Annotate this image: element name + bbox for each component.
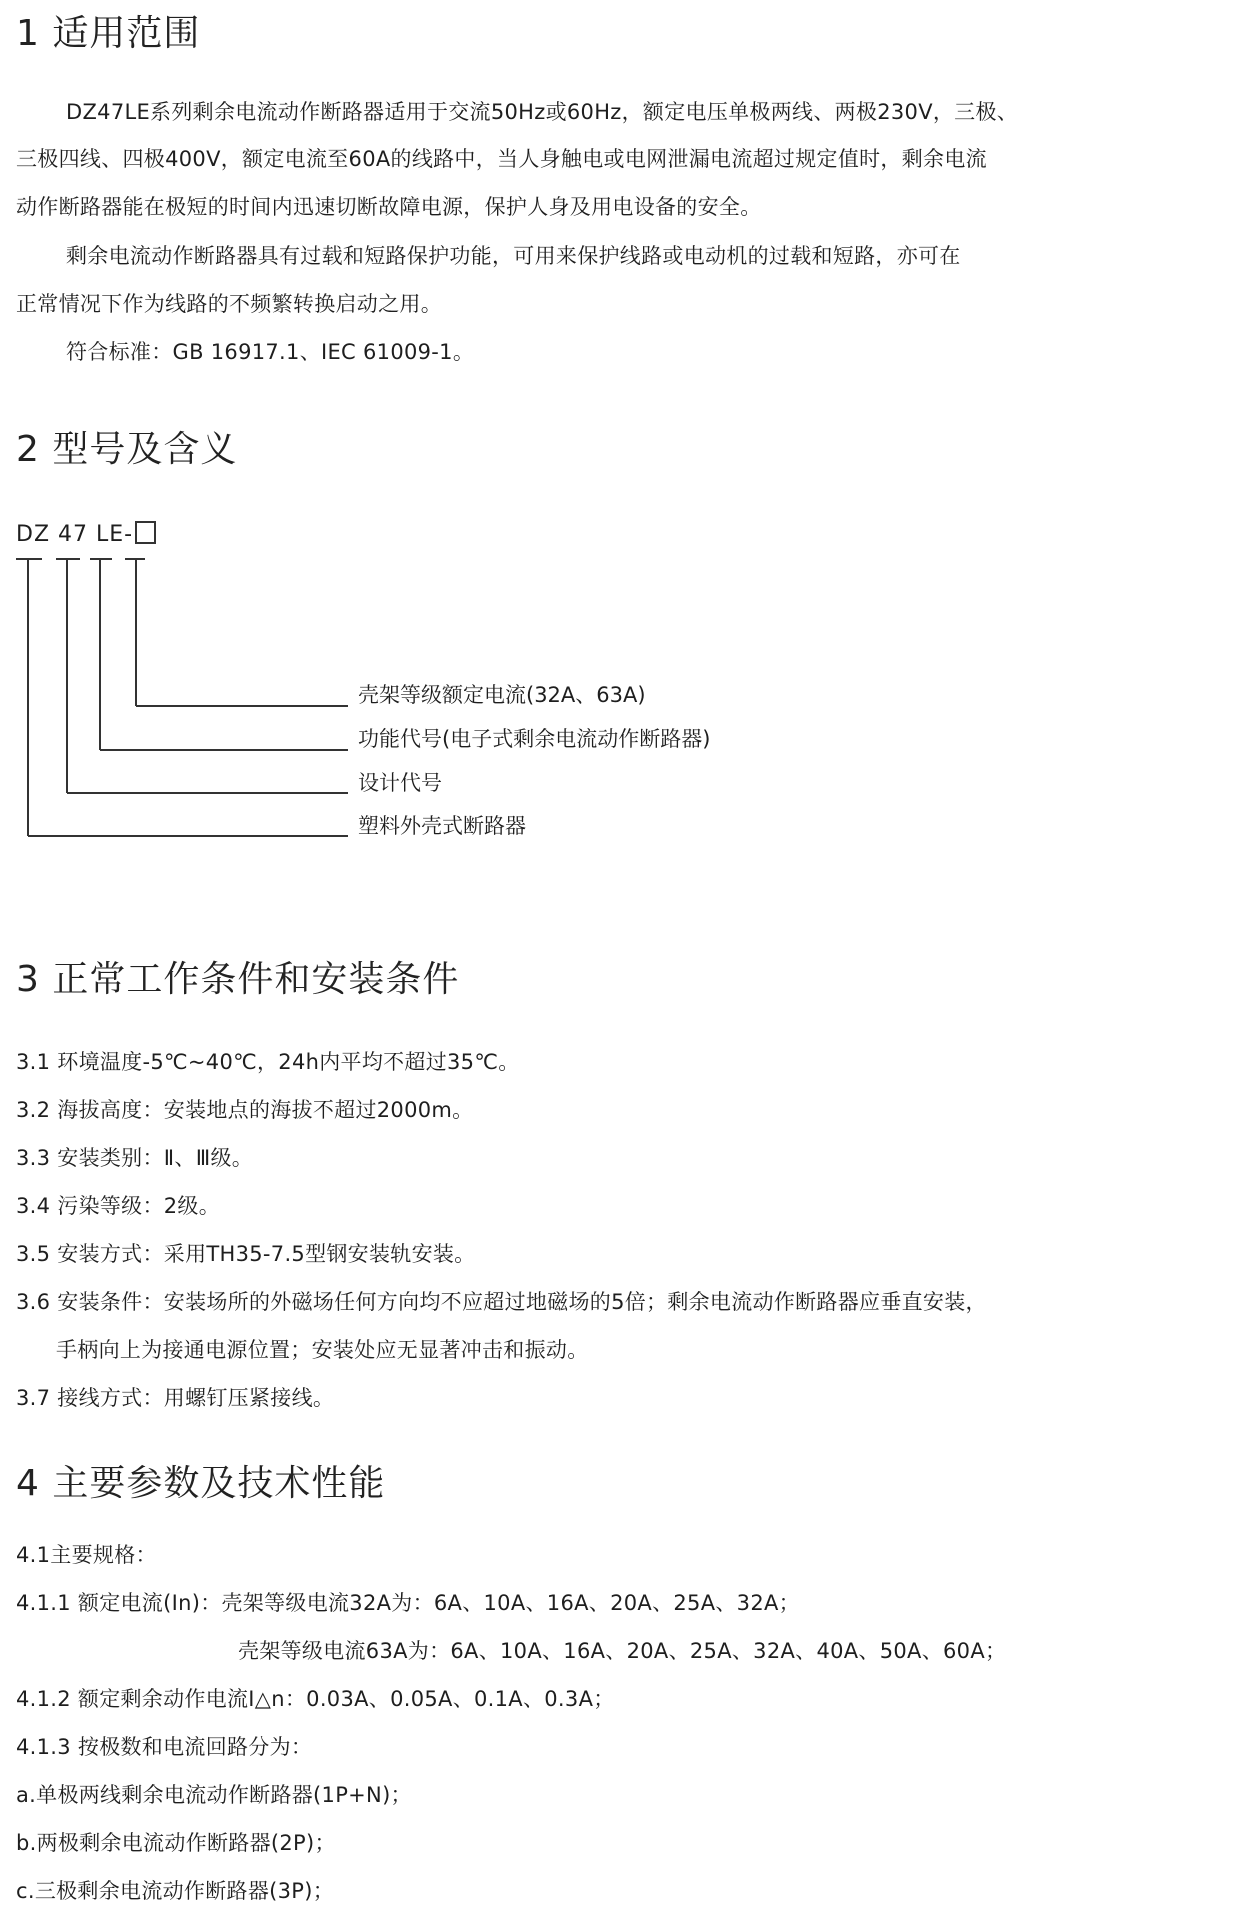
model-code-text: DZ 47 LE- (16, 522, 134, 547)
sec4-item-2-cont: 壳架等级电流63A为：6A、10A、16A、20A、25A、32A、40A、50A、60A； (238, 1639, 1007, 1663)
sec4-item-b: b.两极剩余电流动作断路器(2P)； (16, 1831, 336, 1855)
sec3-item-6-cont: 手柄向上为接通电源位置；安装处应无显著冲击和振动。 (56, 1338, 589, 1362)
label-breaker-type: 塑料外壳式断路器 (358, 814, 526, 838)
label-function-code: 功能代号(电子式剩余电流动作断路器) (358, 727, 711, 751)
sec1-para2-line1: 剩余电流动作断路器具有过载和短路保护功能，可用来保护线路或电动机的过载和短路，亦可在 (66, 244, 961, 268)
sec4-item-3: 4.1.2 额定剩余动作电流I△n：0.03A、0.05A、0.1A、0.3A； (16, 1687, 615, 1711)
sec1-standard: 符合标准：GB 16917.1、IEC 61009-1。 (66, 340, 475, 364)
sec3-item-2: 3.2 海拔高度：安装地点的海拔不超过2000m。 (16, 1098, 474, 1122)
sec1-para1-line3: 动作断路器能在极短的时间内迅速切断故障电源，保护人身及用电设备的安全。 (16, 195, 762, 219)
section-2-heading: 2 型号及含义 (16, 429, 238, 470)
sec1-para1-line2: 三极四线、四极400V，额定电流至60A的线路中，当人身触电或电网泄漏电流超过规定值时，剩余电流 (16, 147, 987, 171)
sec3-item-1: 3.1 环境温度-5℃~40℃，24h内平均不超过35℃。 (16, 1050, 520, 1074)
section-1-heading: 1 适用范围 (16, 13, 201, 54)
sec3-item-6: 3.6 安装条件：安装场所的外磁场任何方向均不应超过地磁场的5倍；剩余电流动作断路器应垂直安装， (16, 1290, 987, 1314)
sec1-para2-line2: 正常情况下作为线路的不频繁转换启动之用。 (16, 292, 442, 316)
sec1-para1-line1: DZ47LE系列剩余电流动作断路器适用于交流50Hz或60Hz，额定电压单极两线、两极230V，三极、 (66, 100, 1019, 124)
section-3-heading: 3 正常工作条件和安装条件 (16, 959, 460, 1000)
sec4-item-2: 4.1.1 额定电流(In)：壳架等级电流32A为：6A、10A、16A、20A、25A、32A； (16, 1591, 800, 1615)
sec4-item-a: a.单极两线剩余电流动作断路器(1P+N)； (16, 1783, 412, 1807)
label-frame-current: 壳架等级额定电流(32A、63A) (358, 683, 646, 707)
sec3-item-4: 3.4 污染等级：2级。 (16, 1194, 221, 1218)
sec4-item-1: 4.1主要规格： (16, 1543, 157, 1567)
sec3-item-5: 3.5 安装方式：采用TH35-7.5型钢安装轨安装。 (16, 1242, 476, 1266)
label-design-code: 设计代号 (358, 771, 442, 795)
sec3-item-3: 3.3 安装类别：Ⅱ、Ⅲ级。 (16, 1146, 254, 1170)
sec4-item-4: 4.1.3 按极数和电流回路分为： (16, 1735, 313, 1759)
sec4-item-c: c.三极剩余电流动作断路器(3P)； (16, 1879, 335, 1903)
section-4-heading: 4 主要参数及技术性能 (16, 1463, 386, 1504)
sec3-item-7: 3.7 接线方式：用螺钉压紧接线。 (16, 1386, 335, 1410)
